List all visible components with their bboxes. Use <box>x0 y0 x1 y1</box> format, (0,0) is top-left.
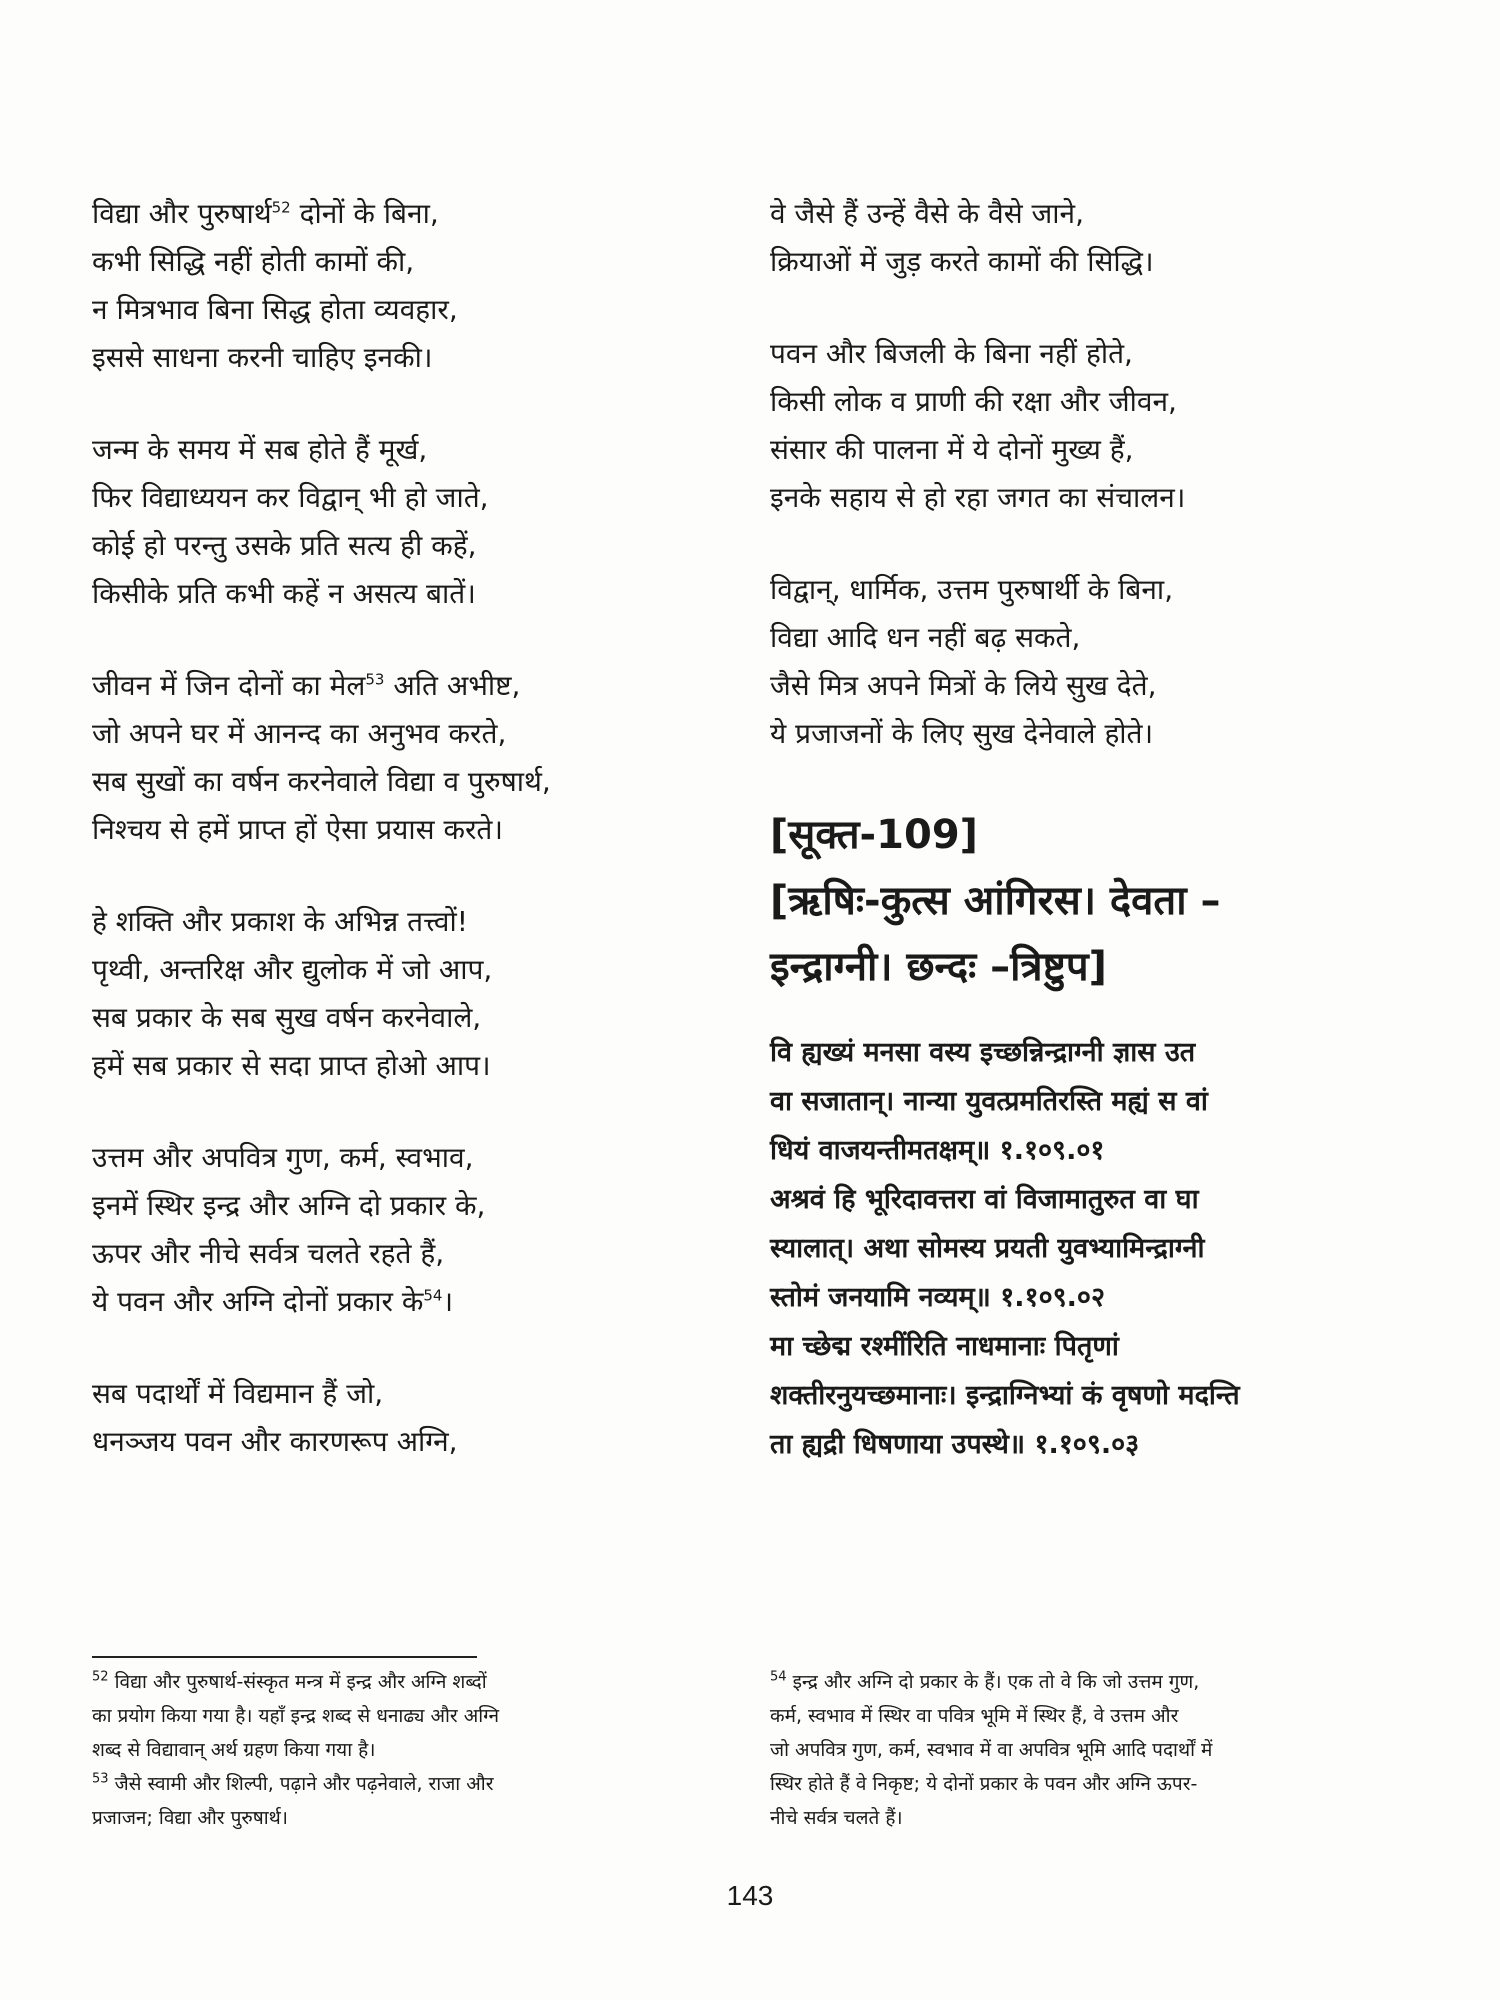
verse-line: संसार की पालना में ये दोनों मुख्य हैं, <box>770 433 1134 466</box>
verse-line: ये प्रजाजनों के लिए सुख देनेवाले होते। <box>770 717 1154 750</box>
stanza <box>92 1370 732 1466</box>
verse-line: ऊपर और नीचे सर्वत्र चलते रहते हैं, <box>92 1237 445 1270</box>
mantra-line: अश्रवं हि भूरिदावत्तरा वां विजामातुरुत वा घा <box>770 1184 1199 1215</box>
verse-line: फिर विद्याध्ययन कर विद्वान् भी हो जाते, <box>92 481 489 514</box>
footnote-line: स्थिर होते हैं वे निकृष्ट; ये दोनों प्रकार के पवन और अग्नि ऊपर- <box>770 1773 1198 1795</box>
stanza <box>770 330 1410 522</box>
verse-line: वे जैसे हैं उन्हें वैसे के वैसे जाने, <box>770 197 1084 230</box>
stanza <box>92 426 732 618</box>
footnote-line: शब्द से विद्यावान् अर्थ ग्रहण किया गया है। <box>92 1739 376 1761</box>
verse-line: पृथ्वी, अन्तरिक्ष और द्युलोक में जो आप, <box>92 953 493 986</box>
footnote-ref: 54 <box>423 1286 443 1305</box>
verse-line: हमें सब प्रकार से सदा प्राप्त होओ आप। <box>92 1049 491 1082</box>
verse-line: जन्म के समय में सब होते हैं मूर्ख, <box>92 433 428 466</box>
sukta-meta: [ऋषिः-कुत्स आंगिरस। देवता – <box>770 878 1221 924</box>
verse-line: सब पदार्थों में विद्यमान हैं जो, <box>92 1377 384 1410</box>
stanza <box>770 190 1410 286</box>
verse-line: निश्चय से हमें प्राप्त हों ऐसा प्रयास करते। <box>92 813 503 846</box>
sukta-title: [सूक्त-109] <box>770 812 978 858</box>
mantra-line: वि ह्यख्यं मनसा वस्य इच्छन्निन्द्राग्नी ज्ञास उत <box>770 1037 1196 1068</box>
stanza <box>92 898 732 1090</box>
mantra-block <box>770 1028 1410 1469</box>
footnote-number: 53 <box>92 1771 109 1787</box>
verse-line: जो अपने घर में आनन्द का अनुभव करते, <box>92 717 507 750</box>
right-column <box>770 190 1410 1469</box>
footnote-line: जो अपवित्र गुण, कर्म, स्वभाव में वा अपवित्र भूमि आदि पदार्थों में <box>770 1739 1213 1761</box>
mantra-line: स्यालात्। अथा सोमस्य प्रयती युवभ्यामिन्द्राग्नी <box>770 1233 1205 1264</box>
mantra-line: वा सजातान्। नान्या युवत्प्रमतिरस्ति मह्यं स वां <box>770 1086 1208 1117</box>
stanza <box>92 662 732 854</box>
verse-line: कोई हो परन्तु उसके प्रति सत्य ही कहें, <box>92 529 477 562</box>
footnote-number: 54 <box>770 1669 787 1685</box>
stanza <box>92 190 732 382</box>
verse-line: इससे साधना करनी चाहिए इनकी। <box>92 341 433 374</box>
verse-line: सब सुखों का वर्षन करनेवाले विद्या व पुरुषार्थ, <box>92 765 551 798</box>
verse-line: किसी लोक व प्राणी की रक्षा और जीवन, <box>770 385 1177 418</box>
footnote-divider <box>92 1656 477 1658</box>
footnote-ref: 53 <box>365 670 385 689</box>
verse-line: विद्वान्, धार्मिक, उत्तम पुरुषार्थी के बिना, <box>770 573 1174 606</box>
verse-line: उत्तम और अपवित्र गुण, कर्म, स्वभाव, <box>92 1141 474 1174</box>
footnote-line: नीचे सर्वत्र चलते हैं। <box>770 1807 903 1829</box>
verse-line: ये पवन और अग्नि दोनों प्रकार के$^{54}$। <box>92 1285 454 1318</box>
verse-line: विद्या आदि धन नहीं बढ़ सकते, <box>770 621 1081 654</box>
stanza <box>770 566 1410 758</box>
verse-line: किसीके प्रति कभी कहें न असत्य बातें। <box>92 577 476 610</box>
mantra-line: स्तोमं जनयामि नव्यम्॥ १.१०९.०२ <box>770 1282 1105 1313</box>
verse-line: पवन और बिजली के बिना नहीं होते, <box>770 337 1133 370</box>
footnote-ref: 52 <box>271 198 291 217</box>
verse-line: इनके सहाय से हो रहा जगत का संचालन। <box>770 481 1186 514</box>
stanza <box>92 1134 732 1326</box>
footnote-line: कर्म, स्वभाव में स्थिर वा पवित्र भूमि में स्थिर हैं, वे उत्तम और <box>770 1705 1179 1727</box>
verse-line: सब प्रकार के सब सुख वर्षन करनेवाले, <box>92 1001 482 1034</box>
sukta-meta: इन्द्राग्नी। छन्दः –त्रिष्टुप] <box>770 944 1107 990</box>
mantra-line: मा च्छेद्म रश्मींरिति नाधमानाः पितृणां <box>770 1331 1119 1362</box>
footnotes-right <box>770 1665 1430 1835</box>
footnote-line: $^{53}$ जैसे स्वामी और शिल्पी, पढ़ाने और पढ़नेवाले, राजा और <box>92 1771 494 1795</box>
verse-line: इनमें स्थिर इन्द्र और अग्नि दो प्रकार के, <box>92 1189 486 1222</box>
verse-line: जीवन में जिन दोनों का मेल$^{53}$ अति अभीष्ट, <box>92 669 521 702</box>
footnote-line: का प्रयोग किया गया है। यहाँ इन्द्र शब्द से धनाढ्य और अग्नि <box>92 1705 500 1727</box>
footnotes-left <box>92 1665 752 1835</box>
footnote-line: प्रजाजन; विद्या और पुरुषार्थ। <box>92 1807 288 1829</box>
page-number: 143 <box>726 1880 774 1911</box>
verse-line: कभी सिद्धि नहीं होती कामों की, <box>92 245 415 278</box>
verse-line: जैसे मित्र अपने मित्रों के लिये सुख देते, <box>770 669 1157 702</box>
verse-line: धनञ्जय पवन और कारणरूप अग्नि, <box>92 1425 458 1458</box>
sukta-heading <box>770 802 1410 1000</box>
verse-line: हे शक्ति और प्रकाश के अभिन्न तत्त्वों! <box>92 905 468 938</box>
footnote-line: $^{52}$ विद्या और पुरुषार्थ-संस्कृत मन्त्र में इन्द्र और अग्नि शब्दों <box>92 1669 487 1693</box>
mantra-line: ता ह्यद्री धिषणाया उपस्थे॥ १.१०९.०३ <box>770 1429 1140 1460</box>
footnote-line: $^{54}$ इन्द्र और अग्नि दो प्रकार के हैं। एक तो वे कि जो उत्तम गुण, <box>770 1669 1200 1693</box>
verse-line: न मित्रभाव बिना सिद्ध होता व्यवहार, <box>92 293 458 326</box>
left-column <box>92 190 732 1510</box>
verse-line: विद्या और पुरुषार्थ$^{52}$ दोनों के बिना, <box>92 197 439 230</box>
footnote-number: 52 <box>92 1669 109 1685</box>
mantra-line: धियं वाजयन्तीमतक्षम्॥ १.१०९.०१ <box>770 1135 1105 1166</box>
verse-line: क्रियाओं में जुड़ करते कामों की सिद्धि। <box>770 245 1154 278</box>
mantra-line: शक्तीरनुयच्छमानाः। इन्द्राग्निभ्यां कं वृषणो मदन्ति <box>770 1380 1240 1411</box>
